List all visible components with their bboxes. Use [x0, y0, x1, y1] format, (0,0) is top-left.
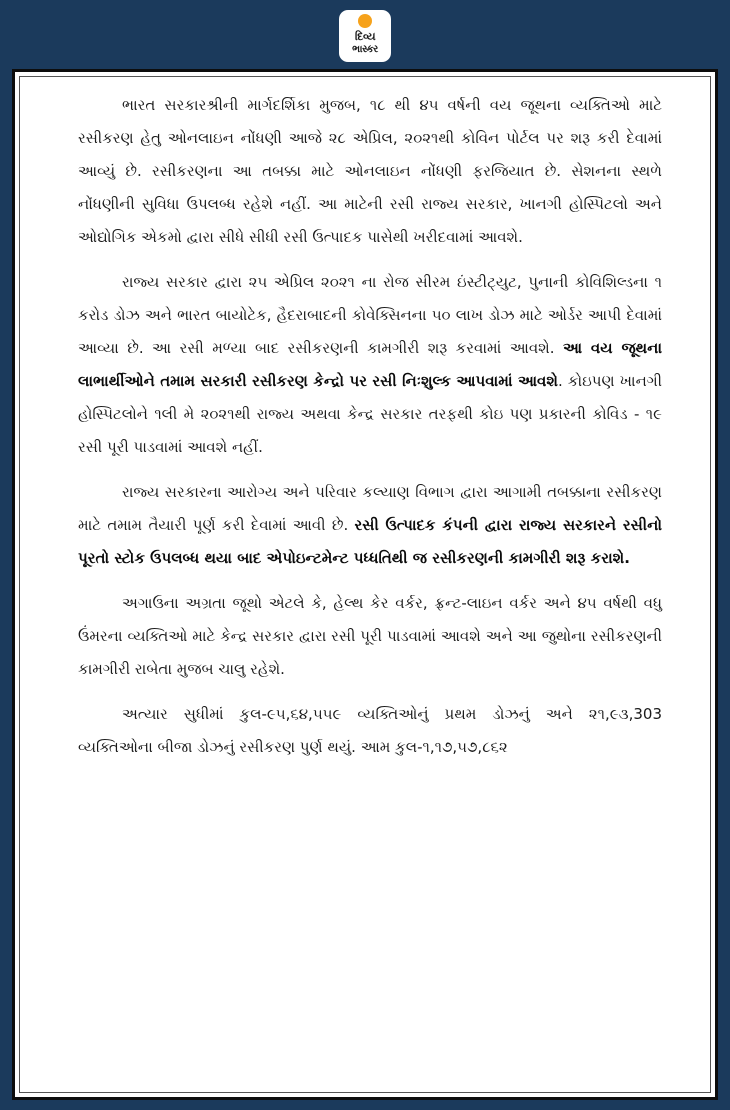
text-segment: . કોઇપણ ખાનગી હોસ્પિટલોને ૧લી મે ૨૦૨૧થી રાજ્ય અથવા કેન્દ્ર સરકાર તરફથી કોઇ પણ પ્રકારની કોવિડ - ૧૯ રસી પૂરી પાડવામાં આવશે નહીં. — [78, 372, 662, 456]
document-frame — [12, 69, 718, 1100]
logo-sun-icon — [358, 14, 372, 28]
text-segment: અત્યાર સુધીમાં કુલ-૯૫,૬૪,૫૫૯ વ્યક્તિઓનું પ્રથમ ડોઝનું અને ૨૧,૯૩,303 વ્યક્તિઓના બીજા ડોઝનું રસીકરણ પુર્ણ થયું. આમ કુલ-૧,૧૭,૫૭,૮૬૨ — [78, 705, 662, 756]
paragraph — [78, 698, 662, 764]
logo-text-line2: ભાસ્કર — [352, 44, 378, 55]
text-segment: રાજ્ય સરકારના આરોગ્ય અને પરિવાર કલ્યાણ વિભાગ દ્વારા આગામી તબક્કાના રસીકરણ માટે તમામ તૈયારી પૂર્ણ કરી દેવામાં આવી છે. — [78, 483, 662, 534]
bold-text-segment: રસી ઉત્પાદક કંપની દ્વારા રાજ્ય સરકારને રસીનો પૂરતો સ્ટોક ઉપલબ્ધ થયા બાદ એપોઇન્ટમેન્ટ પધ્ધતિથી જ રસીકરણની કામગીરી શરૂ કરાશે. — [78, 516, 662, 567]
paragraph — [78, 476, 662, 575]
paragraph — [78, 587, 662, 686]
document-inner-border — [19, 76, 711, 1093]
text-segment: ભારત સરકારશ્રીની માર્ગદર્શિકા મુજબ, ૧૮ થી ૪૫ વર્ષની વય જૂથના વ્યક્તિઓ માટે રસીકરણ હેતુ ઓનલાઇન નોંધણી આજે ૨૮ એપ્રિલ, ૨૦૨૧થી કોવિન પોર્ટલ પર શરૂ કરી દેવામાં આવ્યું છે. રસીકરણના આ તબક્કા માટે ઓનલાઇન નોંધણી ફરજિયાત છે. સેશનના સ્થળે નોંધણીની સુવિધા ઉપલબ્ધ રહેશે નહીં. આ માટેની રસી રાજ્ય સરકાર, ખાનગી હોસ્પિટલો અને ઓદ્યોગિક એકમો દ્વારા સીધે સીધી રસી ઉત્પાદક પાસેથી ખરીદવામાં આવશે. — [78, 96, 662, 246]
divya-bhaskar-logo — [339, 10, 391, 62]
paragraph — [78, 266, 662, 464]
text-segment: રાજ્ય સરકાર દ્વારા ૨૫ એપ્રિલ ૨૦૨૧ ના રોજ સીરમ ઇંસ્ટીટ્યુટ, પુનાની કોવિશિલ્ડના ૧ કરોડ ડોઝ અને ભારત બાયોટેક, હૈદરાબાદની કોવેક્સિનના ૫૦ લાખ ડોઝ માટે ઓર્ડર આપી દેવામાં આવ્યા છે. આ રસી મળ્યા બાદ રસીકરણની કામગીરી શરૂ કરવામાં આવશે. — [78, 273, 662, 357]
document-body — [78, 89, 662, 776]
paragraph — [78, 89, 662, 254]
text-segment: અગાઉના અગ્રતા જૂથો એટલે કે, હેલ્થ કેર વર્કર, ફ્રન્ટ-લાઇન વર્કર અને ૪૫ વર્ષથી વધુ ઉંમરના વ્યક્તિઓ માટે કેન્દ્ર સરકાર દ્વારા રસી પૂરી પાડવામાં આવશે અને આ જુથોના રસીકરણની કામગીરી રાબેતા મુજબ ચાલુ રહેશે. — [78, 594, 662, 678]
logo-text-line1: દિવ્ય — [354, 30, 376, 43]
bold-text-segment: આ વય જૂથના લાભાર્થીઓને તમામ સરકારી રસીકરણ કેન્દ્રો પર રસી નિઃશુલ્ક આપવામાં આવશે — [78, 339, 662, 390]
